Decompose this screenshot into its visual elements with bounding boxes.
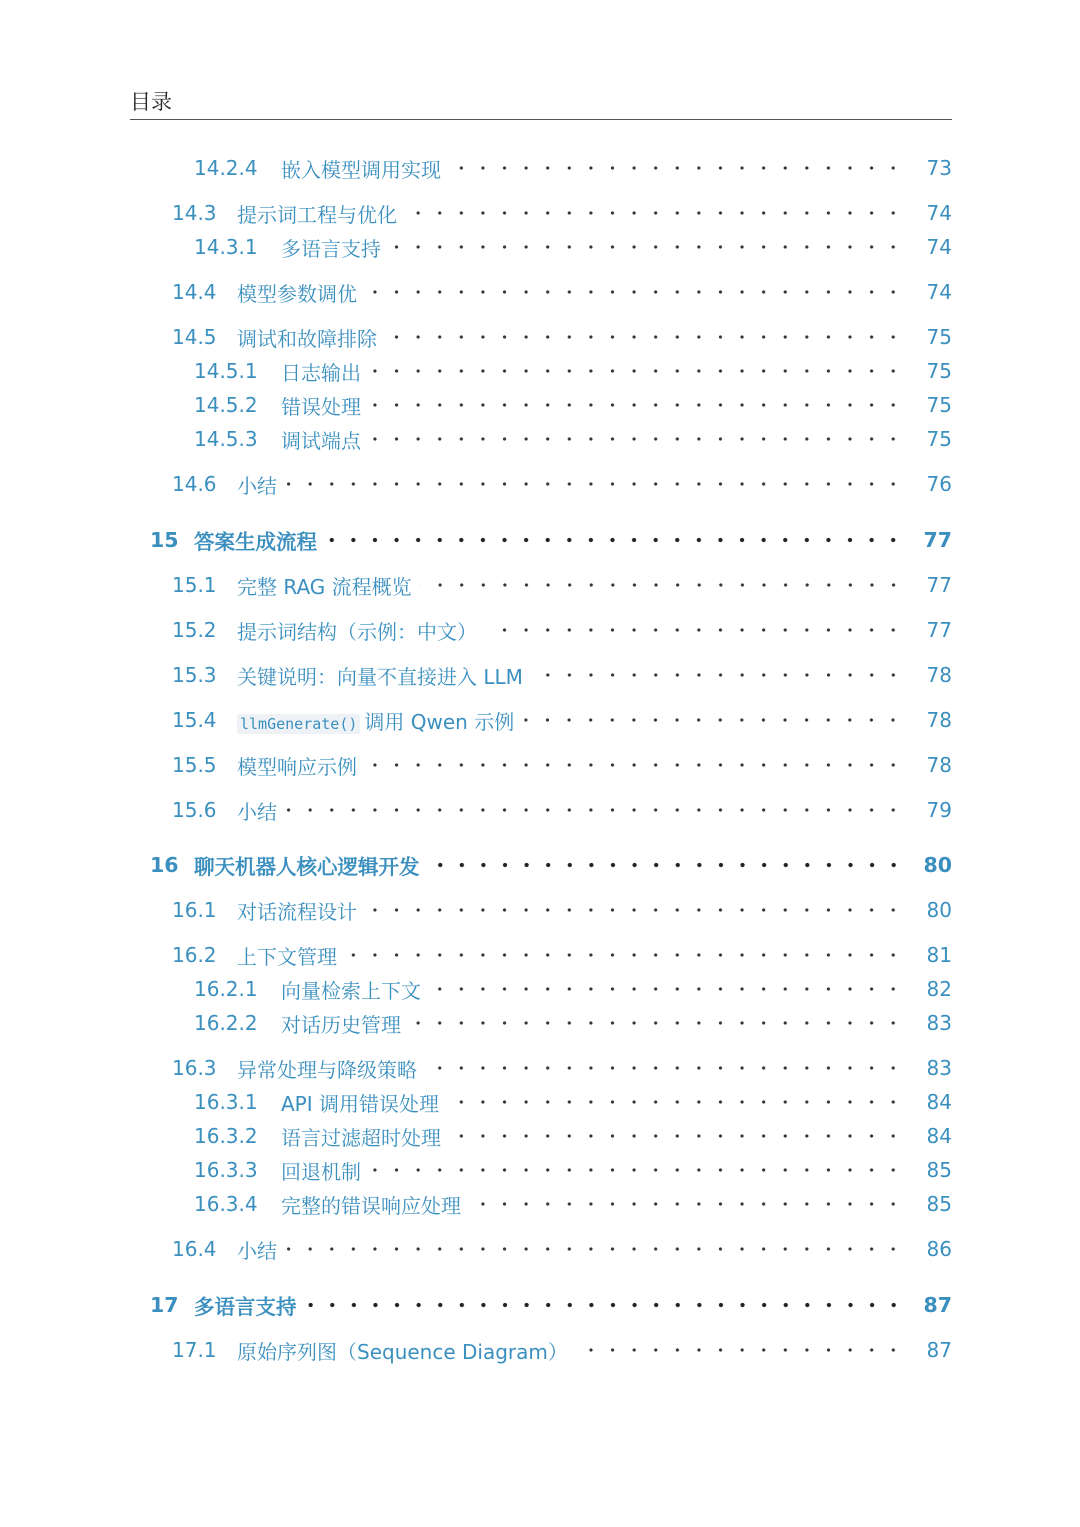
toc-entry[interactable] bbox=[0, 1053, 1080, 1083]
toc-entry-number: 16.3 bbox=[172, 1056, 217, 1080]
header-title: 目录 bbox=[130, 90, 172, 114]
toc-entry[interactable] bbox=[0, 525, 1080, 555]
dot-leader bbox=[369, 1155, 904, 1185]
toc-entry[interactable] bbox=[0, 1189, 1080, 1219]
dot-leader bbox=[345, 940, 904, 970]
toc-entry-page: 78 bbox=[926, 708, 952, 732]
toc-entry[interactable] bbox=[0, 705, 1080, 735]
dot-leader bbox=[449, 1121, 904, 1151]
toc-entry-number: 16.3.2 bbox=[194, 1124, 258, 1148]
toc-entry[interactable] bbox=[0, 660, 1080, 690]
toc-entry[interactable] bbox=[0, 198, 1080, 228]
toc-entry-title: 对话流程设计 bbox=[237, 899, 357, 924]
toc-entry[interactable] bbox=[0, 795, 1080, 825]
toc-entry-page: 85 bbox=[926, 1158, 952, 1182]
toc-entry-title: API 调用错误处理 bbox=[281, 1091, 439, 1116]
toc-entry-number: 16.2.2 bbox=[194, 1011, 258, 1035]
dot-leader bbox=[429, 974, 904, 1004]
toc-entry-title: 错误处理 bbox=[281, 394, 361, 419]
toc-entry-number: 16.4 bbox=[172, 1237, 217, 1261]
toc-entry-title: 对话历史管理 bbox=[281, 1012, 401, 1037]
toc-entry-title: 完整 RAG 流程概览 bbox=[237, 574, 412, 599]
toc-entry-title: 提示词结构（示例：中文） bbox=[237, 619, 477, 644]
toc-entry-title bbox=[237, 706, 514, 735]
toc-entry-number: 16.3.4 bbox=[194, 1192, 258, 1216]
toc-entry-page: 78 bbox=[926, 663, 952, 687]
dot-leader bbox=[449, 153, 904, 183]
toc-entry-title-text: 调用 Qwen 示例 bbox=[364, 709, 515, 734]
toc-entry-page: 82 bbox=[926, 977, 952, 1001]
toc-entry[interactable] bbox=[0, 940, 1080, 970]
toc-entry-title: 多语言支持 bbox=[281, 236, 381, 261]
toc-entry[interactable] bbox=[0, 277, 1080, 307]
toc-entry[interactable] bbox=[0, 322, 1080, 352]
toc-entry-title: 模型参数调优 bbox=[237, 281, 357, 306]
toc-entry-number: 17 bbox=[150, 1293, 179, 1317]
dot-leader bbox=[369, 390, 904, 420]
toc-entry[interactable] bbox=[0, 1155, 1080, 1185]
toc-entry-page: 81 bbox=[926, 943, 952, 967]
dot-leader bbox=[305, 1290, 905, 1320]
toc-entry[interactable] bbox=[0, 750, 1080, 780]
toc-entry-title: 模型响应示例 bbox=[237, 754, 357, 779]
toc-entry[interactable] bbox=[0, 424, 1080, 454]
toc-entry[interactable] bbox=[0, 974, 1080, 1004]
toc-entry[interactable] bbox=[0, 469, 1080, 499]
toc-entry-page: 80 bbox=[923, 853, 952, 877]
toc-entry[interactable] bbox=[0, 1121, 1080, 1151]
toc-entry-page: 83 bbox=[926, 1011, 952, 1035]
toc-entry-page: 85 bbox=[926, 1192, 952, 1216]
toc-entry-title: 答案生成流程 bbox=[194, 530, 317, 554]
dot-leader bbox=[365, 277, 904, 307]
toc-entry-number: 15.5 bbox=[172, 753, 217, 777]
toc-entry-title: 小结 bbox=[237, 799, 277, 824]
toc-entry-title: 小结 bbox=[237, 473, 277, 498]
toc-entry-number: 14.3.1 bbox=[194, 235, 258, 259]
toc-entry-number: 14.2.4 bbox=[194, 156, 258, 180]
toc-entry-title: 关键说明：向量不直接进入 LLM bbox=[237, 664, 523, 689]
toc-entry-page: 79 bbox=[926, 798, 952, 822]
toc-entry-page: 80 bbox=[926, 898, 952, 922]
toc-entry-number: 15.3 bbox=[172, 663, 217, 687]
toc-entry-page: 77 bbox=[923, 528, 952, 552]
dot-leader bbox=[369, 424, 904, 454]
dot-leader bbox=[428, 850, 905, 880]
toc-entry[interactable] bbox=[0, 1234, 1080, 1264]
toc-entry-title: 上下文管理 bbox=[237, 944, 337, 969]
toc-entry[interactable] bbox=[0, 232, 1080, 262]
toc-entry-page: 73 bbox=[926, 156, 952, 180]
dot-leader bbox=[447, 1087, 904, 1117]
toc-entry-title: 回退机制 bbox=[281, 1159, 361, 1184]
toc-entry[interactable] bbox=[0, 850, 1080, 880]
toc-entry-title: 日志输出 bbox=[281, 360, 361, 385]
toc-entry-page: 75 bbox=[926, 359, 952, 383]
inline-code: llmGenerate() bbox=[237, 714, 360, 734]
toc-entry-number: 14.4 bbox=[172, 280, 217, 304]
dot-leader bbox=[365, 750, 904, 780]
dot-leader bbox=[469, 1189, 904, 1219]
toc-entry[interactable] bbox=[0, 895, 1080, 925]
toc-entry-page: 74 bbox=[926, 280, 952, 304]
toc-entry-number: 14.5.2 bbox=[194, 393, 258, 417]
toc-entry-number: 15.2 bbox=[172, 618, 217, 642]
toc-entry-title: 提示词工程与优化 bbox=[237, 202, 397, 227]
toc-entry-number: 15.1 bbox=[172, 573, 217, 597]
dot-leader bbox=[285, 469, 904, 499]
toc-entry-page: 77 bbox=[926, 573, 952, 597]
toc-entry-number: 16.3.3 bbox=[194, 1158, 258, 1182]
toc-entry-page: 84 bbox=[926, 1090, 952, 1114]
toc-entry-number: 17.1 bbox=[172, 1338, 217, 1362]
dot-leader bbox=[420, 570, 904, 600]
toc-entry-title: 调试和故障排除 bbox=[237, 326, 377, 351]
toc-entry[interactable] bbox=[0, 1008, 1080, 1038]
toc-entry-title: 小结 bbox=[237, 1238, 277, 1263]
toc-entry-title: 调试端点 bbox=[281, 428, 361, 453]
toc-entry-title: 异常处理与降级策略 bbox=[237, 1057, 417, 1082]
toc-entry-title: 多语言支持 bbox=[194, 1295, 297, 1319]
dot-leader bbox=[389, 232, 904, 262]
toc-entry-page: 84 bbox=[926, 1124, 952, 1148]
dot-leader bbox=[576, 1335, 904, 1365]
toc-entry-number: 16.2.1 bbox=[194, 977, 258, 1001]
toc-entry-page: 78 bbox=[926, 753, 952, 777]
toc-entry[interactable] bbox=[0, 153, 1080, 183]
dot-leader bbox=[531, 660, 904, 690]
toc-entry[interactable] bbox=[0, 390, 1080, 420]
toc-entry-number: 14.5.3 bbox=[194, 427, 258, 451]
toc-entry-page: 77 bbox=[926, 618, 952, 642]
dot-leader bbox=[425, 1053, 904, 1083]
toc-entry-page: 76 bbox=[926, 472, 952, 496]
toc-entry-number: 16 bbox=[150, 853, 179, 877]
toc-entry-number: 14.5 bbox=[172, 325, 217, 349]
toc-entry[interactable] bbox=[0, 1290, 1080, 1320]
toc-entry-number: 16.3.1 bbox=[194, 1090, 258, 1114]
toc-entry-number: 15.4 bbox=[172, 708, 217, 732]
toc-entry-number: 14.5.1 bbox=[194, 359, 258, 383]
toc-entry-page: 74 bbox=[926, 201, 952, 225]
toc-entry-number: 15 bbox=[150, 528, 179, 552]
toc-entry-number: 16.2 bbox=[172, 943, 217, 967]
toc-entry-page: 86 bbox=[926, 1237, 952, 1261]
toc-entry[interactable] bbox=[0, 356, 1080, 386]
toc-entry-page: 75 bbox=[926, 427, 952, 451]
toc-entry[interactable] bbox=[0, 1335, 1080, 1365]
toc-entry-page: 83 bbox=[926, 1056, 952, 1080]
toc-entry-title: 向量检索上下文 bbox=[281, 978, 421, 1003]
toc-entry[interactable] bbox=[0, 615, 1080, 645]
toc-entry[interactable] bbox=[0, 1087, 1080, 1117]
toc-entry-number: 14.3 bbox=[172, 201, 217, 225]
toc-entry-page: 75 bbox=[926, 393, 952, 417]
dot-leader bbox=[285, 795, 904, 825]
toc-entry-number: 15.6 bbox=[172, 798, 217, 822]
dot-leader bbox=[405, 198, 904, 228]
toc-entry-page: 75 bbox=[926, 325, 952, 349]
toc-entry-title: 原始序列图（Sequence Diagram） bbox=[237, 1339, 568, 1364]
toc-entry-title: 完整的错误响应处理 bbox=[281, 1193, 461, 1218]
toc-entry-number: 16.1 bbox=[172, 898, 217, 922]
toc-entry-title: 聊天机器人核心逻辑开发 bbox=[194, 855, 420, 879]
dot-leader bbox=[409, 1008, 904, 1038]
dot-leader bbox=[325, 525, 904, 555]
dot-leader bbox=[285, 1234, 904, 1264]
dot-leader bbox=[522, 705, 904, 735]
toc-entry-title: 语言过滤超时处理 bbox=[281, 1125, 441, 1150]
toc-entry[interactable] bbox=[0, 570, 1080, 600]
toc-entry-title: 嵌入模型调用实现 bbox=[281, 157, 441, 182]
toc-entry-page: 74 bbox=[926, 235, 952, 259]
toc-entry-page: 87 bbox=[923, 1293, 952, 1317]
dot-leader bbox=[365, 895, 904, 925]
toc-entry-page: 87 bbox=[926, 1338, 952, 1362]
dot-leader bbox=[485, 615, 904, 645]
dot-leader bbox=[369, 356, 904, 386]
toc-entry-number: 14.6 bbox=[172, 472, 217, 496]
dot-leader bbox=[385, 322, 904, 352]
